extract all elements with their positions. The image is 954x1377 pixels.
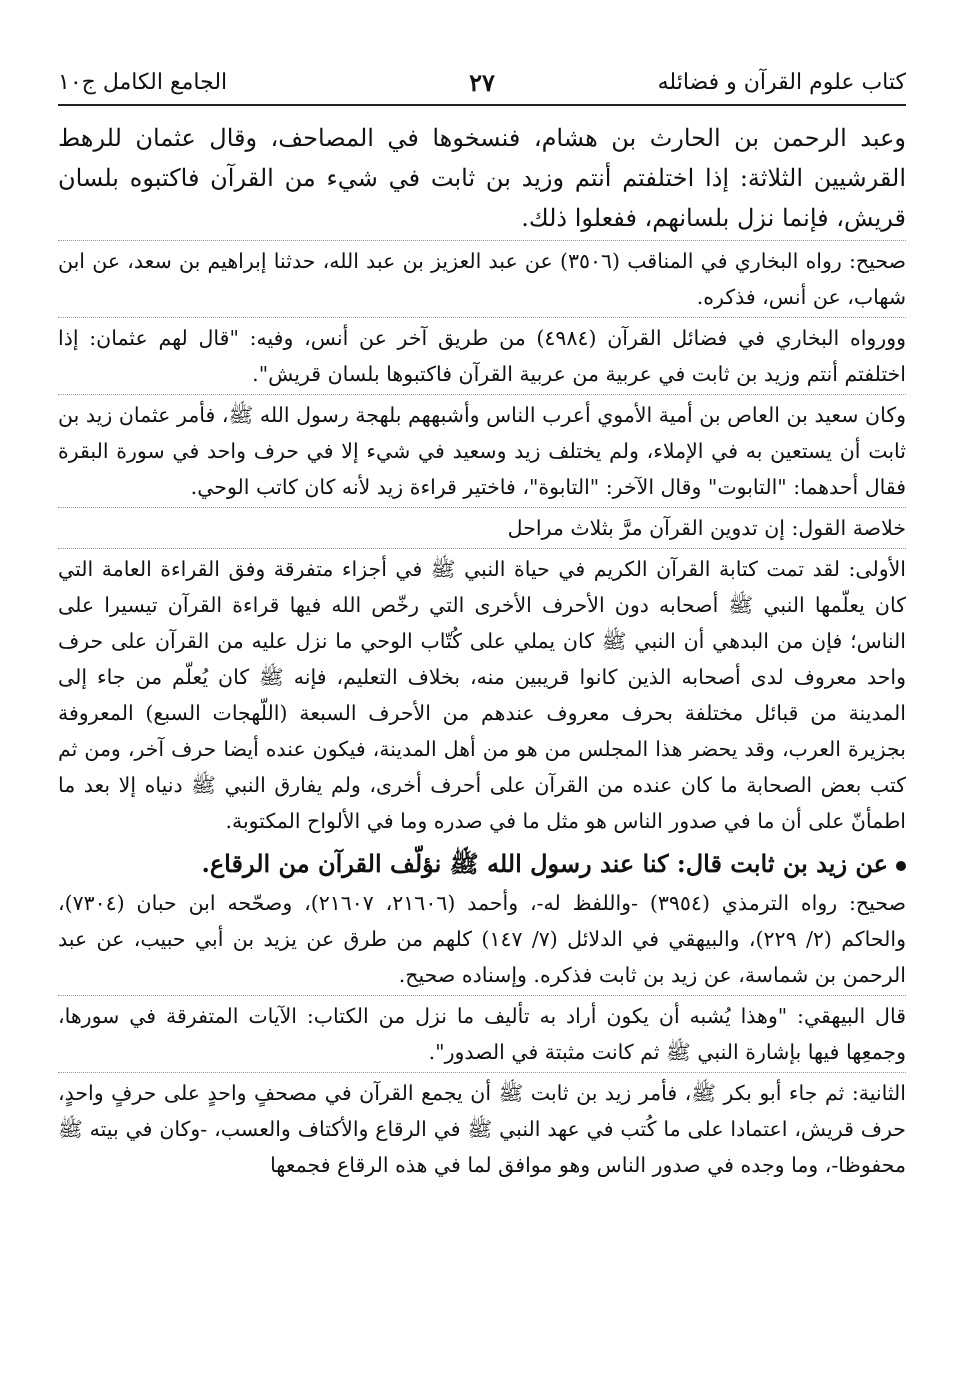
divider xyxy=(58,240,906,241)
divider xyxy=(58,394,906,395)
commentary-paragraph: صحيح: رواه البخاري في المناقب (٣٥٠٦) عن عبد العزيز بن عبد الله، حدثنا إبراهيم بن سعد، عن ابن شهاب، عن أنس، فذكره. xyxy=(58,249,906,309)
commentary-paragraph: الثانية: ثم جاء أبو بكر ﷺ، فأمر زيد بن ثابت ﷺ أن يجمع القرآن في مصحفٍ واحدٍ على حرفٍ واحدٍ، حرف قريش، اعتمادا على ما كُتب في عهد النبي ﷺ في الرقاع والأكتاف والعسب، -وكان في بيته ﷺ محفوظا-، وما وجده في صدور الناس وهو موافق لما في هذه الرقاع فجمعها xyxy=(58,1081,906,1177)
divider xyxy=(58,548,906,549)
commentary-paragraph: صحيح: رواه الترمذي (٣٩٥٤) -واللفظ له-، وأحمد (٢١٦٠٦، ٢١٦٠٧)، وصحّحه ابن حبان (٧٣٠٤)، والحاكم (٢/ ٢٢٩)، والبيهقي في الدلائل (٧/ ١٤٧) كلهم من طرق عن يزيد بن أبي حبيب، عن عبد الرحمن بن شماسة، عن زيد بن ثابت فذكره. وإسناده صحيح. xyxy=(58,891,907,987)
running-header xyxy=(58,60,906,106)
divider xyxy=(58,317,906,318)
page-body xyxy=(58,118,906,1183)
commentary-paragraph: قال البيهقي: "وهذا يُشبه أن يكون أراد به تأليف ما نزل من الكتاب: الآيات المتفرقة في سورها، وجمعِها فيها بإشارة النبي ﷺ ثم كانت مثبتة في الصدور". xyxy=(58,1004,906,1064)
divider xyxy=(58,1072,906,1073)
commentary-paragraph: الأولى: لقد تمت كتابة القرآن الكريم في حياة النبي ﷺ في أجزاء متفرقة وفق القراءة العامة التي كان يعلّمها النبي ﷺ أصحابه دون الأحرف الأخرى التي رخّص الله فيها قراءة القرآن تيسيرا على الناس؛ فإن من البدهي أن النبي ﷺ كان يملي على كُتّاب الوحي ما نزل عليه من القرآن على حرف واحد معروف لدى أصحابه الذين كانوا قريبين منه، بخلاف التعليم، فإنه ﷺ كان يُعلّم من جاء إلى المدينة من قبائل مختلفة بحرف معروف عندهم من الأحرف السبعة (اللّهجات السبع) المعروفة بجزيرة العرب، وقد يحضر هذا المجلس من هو من أهل المدينة، فيكون عنده أيضا حرف آخر، ومن ثم كتب بعض الصحابة ما كان عنده من القرآن على أحرف أخرى، ولم يفارق النبي ﷺ دنياه إلا بعد ما اطمأنّ على أن ما في صدور الناس هو مثل ما في صدره وما في الألواح المكتوبة. xyxy=(58,557,907,833)
bullet-icon xyxy=(896,861,906,871)
hadith-paragraph xyxy=(58,843,906,885)
divider xyxy=(58,995,906,996)
book-title: كتاب علوم القرآن و فضائله xyxy=(657,69,906,95)
page-number: ٢٧ xyxy=(469,67,495,97)
commentary-paragraph: وورواه البخاري في فضائل القرآن (٤٩٨٤) من طريق آخر عن أنس، وفيه: "قال لهم عثمان: إذا اختلفتم أنتم وزيد بن ثابت في عربية من عربية القرآن فاكتبوها بلسان قريش". xyxy=(58,326,906,386)
hadith-text: عن زيد بن ثابت قال: كنا عند رسول الله ﷺ نؤلّف القرآن من الرقاع. xyxy=(201,849,888,878)
summary-heading: خلاصة القول: إن تدوين القرآن مرَّ بثلاث مراحل xyxy=(507,516,906,540)
divider xyxy=(58,507,906,508)
volume-label: الجامع الكامل ج١٠ xyxy=(58,69,228,95)
main-paragraph: وعبد الرحمن بن الحارث بن هشام، فنسخوها في المصاحف، وقال عثمان للرهط القرشيين الثلاثة: إذا اختلفتم أنتم وزيد بن ثابت في شيء من القرآن فاكتبوه بلسان قريش، فإنما نزل بلسانهم، ففعلوا ذلك. xyxy=(58,124,906,232)
commentary-paragraph: وكان سعيد بن العاص بن أمية الأموي أعرب الناس وأشبههم بلهجة رسول الله ﷺ، فأمر عثمان زيد بن ثابت أن يستعين به في الإملاء، ولم يختلف زيد وسعيد في شيء إلا في حرف واحد في سورة البقرة فقال أحدهما: "التابوت" وقال الآخر: "التابوة"، فاختير قراءة زيد لأنه كان كاتب الوحي. xyxy=(58,403,906,499)
